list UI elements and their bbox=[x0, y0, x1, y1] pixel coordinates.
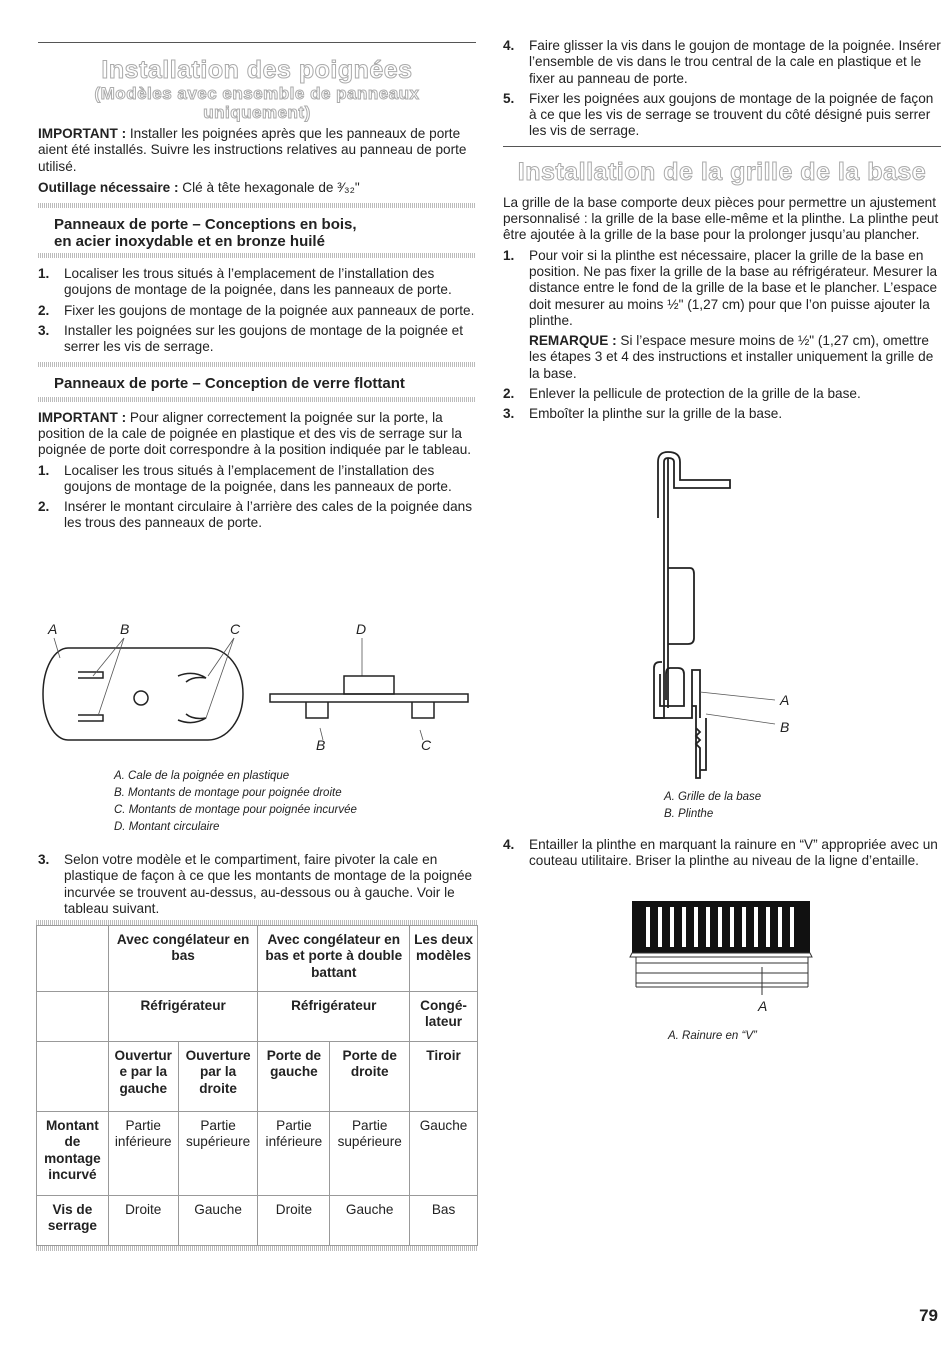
subsection-title: Panneaux de porte – Conception de verre flottant bbox=[54, 374, 405, 392]
tools-note: Outillage nécessaire : Clé à tête hexagonale de ³⁄₃₂" bbox=[38, 179, 360, 195]
important-note: IMPORTANT : Installer les poignées après que les panneaux de porte aient été installés. Suivre les instructions relatives au panneau de porte utilisé. bbox=[38, 126, 467, 174]
list-item: 2. Fixer les goujons de montage de la poignée aux panneaux de porte. bbox=[38, 302, 475, 318]
table-row: Ouvertur e par la gauche Ouverture par la droite Porte de gauche Porte de droite Tiroir bbox=[37, 1042, 478, 1112]
section-subtitle: (Modèles avec ensemble de panneaux bbox=[94, 84, 420, 103]
label-d: D bbox=[356, 621, 367, 637]
section-rule bbox=[503, 146, 941, 147]
step-3 bbox=[38, 852, 476, 921]
divider bbox=[36, 1246, 478, 1251]
list-item: 1. Localiser les trous situés à l’emplacement de l’installation des goujons de montage de la poignée, dans les panneaux de porte. bbox=[38, 266, 452, 298]
label-c: C bbox=[230, 621, 241, 637]
intro-paragraph: La grille de la base comporte deux pièces pour permettre un ajustement personnalisé : la grille de la base elle-même et la plinthe. La plinthe peut être ajoutée à la grille de la base pour la prolonger jusqu’au plancher. bbox=[503, 194, 939, 243]
label-b: B bbox=[780, 719, 790, 735]
label-b: B bbox=[120, 621, 130, 637]
list-item: 5. Fixer les poignées aux goujons de montage de la poignée de façon à ce que les vis de serrage se trouvent du côté désigné puis serrer les vis de serrage. bbox=[503, 90, 934, 139]
label-c2: C bbox=[421, 737, 432, 753]
section-subtitle-2: uniquement) bbox=[203, 103, 311, 122]
list-item: 2. Insérer le montant circulaire à l’arrière des cales de la poignée dans les trous des panneaux de porte. bbox=[38, 499, 473, 531]
handle-shim-figure bbox=[38, 618, 478, 758]
table-row: Réfrigérateur Réfrigérateur Congé-lateur bbox=[37, 992, 478, 1042]
divider bbox=[38, 203, 476, 208]
subsection-title: Panneaux de porte – Conceptions en bois, bbox=[54, 216, 357, 234]
remark-note: REMARQUE : Si l’espace mesure moins de ½" (1,27 cm), omettre les étapes 3 et 4 des instructions et installer uniquement la grille de la base. bbox=[529, 333, 934, 381]
list-item: 3. Emboîter la plinthe sur la grille de la base. bbox=[503, 406, 783, 422]
figure-caption: A. Cale de la poignée en plastique B. Montants de montage pour poignée droite C. Montants de montage pour poignée incurvée D. Montant circulaire bbox=[114, 770, 357, 833]
figure-caption: A. Rainure en “V” bbox=[668, 1030, 757, 1042]
steps-list-continued bbox=[503, 38, 941, 140]
list-item: 1. Pour voir si la plinthe est nécessaire, placer la grille de la base en position. Ne pas fixer la grille de la base au réfrigérateur. Mesurer la distance entre le fond de la grille de la base et le plancher. L’espace doit mesurer au moins ½" (1,27 cm) pour que l’on puisse ajouter la plinthe. REMARQUE : Si l’espace mesure moins de ½" (1,27 cm), omettre les étapes 3 et 4 des instructions et installer uniquement la grille de la base. bbox=[503, 248, 941, 382]
left-column bbox=[38, 0, 476, 536]
base-grille-figure bbox=[640, 448, 810, 788]
label-a: A bbox=[758, 998, 768, 1014]
label-a: A bbox=[48, 621, 58, 637]
section-title: Installation des poignées bbox=[101, 56, 413, 84]
list-item: 4. Faire glisser la vis dans le goujon de montage de la poignée. Insérer l’ensemble de vis dans le trou central de la cale en plastique et le fixer au panneau de porte. bbox=[503, 38, 941, 86]
divider bbox=[38, 362, 476, 367]
table-row: Avec congélateur en bas Avec congélateur en bas et porte à double battant Les deux modèles bbox=[37, 926, 478, 992]
label-a: A bbox=[780, 692, 790, 708]
list-item: 1. Localiser les trous situés à l’emplacement de l’installation des goujons de montage de la poignée, dans les panneaux de porte. bbox=[38, 462, 452, 494]
important-note-2: IMPORTANT : Pour aligner correctement la poignée sur la porte, la position de la cale de poignée en plastique et des vis de serrage sur la poignée de porte doit correspondre à la position indiquée par le tableau. bbox=[38, 409, 472, 458]
list-item: 2. Enlever la pellicule de protection de la grille de la base. bbox=[503, 386, 861, 402]
list-item: 3. Selon votre modèle et le compartiment, faire pivoter la cale en plastique de façon à ce que les montants de montage de la poignée incurvée se trouvent au-dessus, au-dessous ou à gauche. Voir le tableau suivant. bbox=[38, 852, 473, 916]
table-row: Montant de montage incurvé Partie inférieure Partie supérieure Partie inférieure Partie supérieure Gauche bbox=[37, 1112, 478, 1196]
label-b2: B bbox=[316, 737, 326, 753]
orientation-table-wrapper bbox=[36, 920, 478, 1251]
list-item: 3. Installer les poignées sur les goujons de montage de la poignée et serrer les vis de serrage. bbox=[38, 323, 464, 355]
subsection-title-2: en acier inoxydable et en bronze huilé bbox=[54, 233, 325, 251]
top-rule bbox=[38, 42, 476, 43]
steps-list-2 bbox=[38, 463, 476, 532]
section-title: Installation de la grille de la base bbox=[517, 157, 927, 186]
list-item: 4. Entailler la plinthe en marquant la rainure en “V” appropriée avec un couteau utilitaire. Briser la plinthe au niveau de la ligne d’entaille. bbox=[503, 837, 938, 869]
divider bbox=[38, 397, 476, 402]
divider bbox=[38, 253, 476, 258]
steps-list-base bbox=[503, 248, 941, 423]
figure-caption: A. Grille de la base B. Plinthe bbox=[664, 791, 762, 820]
page-number: 79 bbox=[919, 1306, 938, 1325]
table-row: Vis de serrage Droite Gauche Droite Gauche Bas bbox=[37, 1196, 478, 1246]
orientation-table bbox=[36, 925, 478, 1246]
v-groove-figure bbox=[628, 895, 828, 1015]
steps-list-1 bbox=[38, 266, 476, 355]
step-4 bbox=[503, 837, 941, 874]
right-column bbox=[503, 0, 941, 427]
